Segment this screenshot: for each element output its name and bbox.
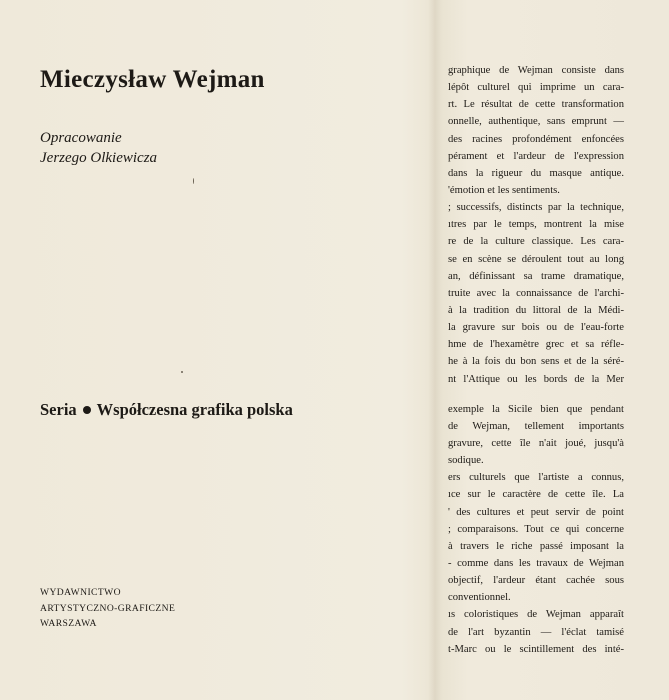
text-line: des racines profondément enfoncées [448, 133, 624, 145]
text-line: ers culturels que l'artiste a connus, [448, 472, 624, 484]
page-fold [428, 0, 442, 700]
text-column [448, 62, 624, 658]
text-line: à la tradition du littoral de la Médi- [448, 304, 624, 316]
publisher-line: ARTYSTYCZNO-GRAFICZNE [40, 602, 176, 614]
text-line: la gravure sur bois ou de l'eau-forte [448, 322, 624, 334]
text-line: re de la culture classique. Les cara- [448, 236, 624, 248]
editor-credit [40, 128, 157, 168]
text-line: t-Marc ou le scintillement des inté- [448, 643, 624, 655]
text-line: ıce sur le caractère de cette île. La [448, 489, 624, 501]
paragraph-2 [448, 401, 624, 658]
bullet-icon [83, 406, 91, 414]
text-line: ' des cultures et peut servir de point [448, 506, 624, 518]
text-line: onnelle, authentique, sans emprunt — [448, 116, 624, 128]
text-line: ıs coloristiques de Wejman apparaît [448, 609, 624, 621]
text-line: - comme dans les travaux de Wejman [448, 557, 624, 569]
text-line: graphique de Wejman consiste dans [448, 65, 624, 76]
text-line: exemple la Sicile bien que pendant [448, 403, 624, 415]
text-line: rt. Le résultat de cette transformation [448, 99, 624, 111]
text-line: ıtres par le temps, montrent la mise [448, 219, 624, 231]
text-line: truite avec la connaissance de l'archi- [448, 287, 624, 299]
text-line: à travers le riche passé imposant la [448, 540, 624, 552]
paper-speck [181, 371, 183, 373]
publisher-block [40, 585, 175, 632]
paragraph-1 [448, 62, 624, 388]
text-line: ; successifs, distincts par la technique, [448, 202, 624, 214]
text-line: conventionnel. [448, 592, 511, 604]
text-line: an, définissant sa trame dramatique, [448, 270, 624, 282]
publisher-line: WYDAWNICTWO [40, 587, 121, 598]
text-line: objectif, l'ardeur étant cachée sous [448, 575, 624, 587]
text-line: dans la rigueur du masque antique. [448, 167, 624, 179]
series-name: Współczesna grafika polska [96, 400, 293, 419]
text-line: 'émotion et les sentiments. [448, 184, 560, 196]
text-line: de l'art byzantin — l'éclat tamisé [448, 626, 624, 638]
series-prefix: Seria [40, 400, 77, 419]
text-line: nt l'Attique ou les bords de la Mer [448, 373, 624, 385]
text-line: de Wejman, tellement importants [448, 420, 624, 432]
text-line: gravure, cette île n'ait joué, jusqu'à [448, 437, 624, 449]
editor-line: Opracowanie [40, 130, 122, 146]
paper-speck [193, 178, 194, 184]
text-line: sodique. [448, 455, 484, 467]
book-title: Mieczysław Wejman [40, 66, 265, 93]
text-line: ; comparaisons. Tout ce qui concerne [448, 523, 624, 535]
editor-line: Jerzego Olkiewicza [40, 150, 158, 166]
text-line: he à la fois du bon sens et de la séré- [448, 356, 624, 368]
series-line [40, 400, 293, 420]
text-line: pérament et l'ardeur de l'expression [448, 150, 624, 162]
text-line: hme de l'hexamètre grec et sa réfle- [448, 339, 624, 351]
text-line: lépôt culturel qui imprime un cara- [448, 82, 624, 94]
publisher-line: WARSZAWA [40, 618, 97, 629]
text-line: se en scène se déroulent tout au long [448, 253, 624, 265]
